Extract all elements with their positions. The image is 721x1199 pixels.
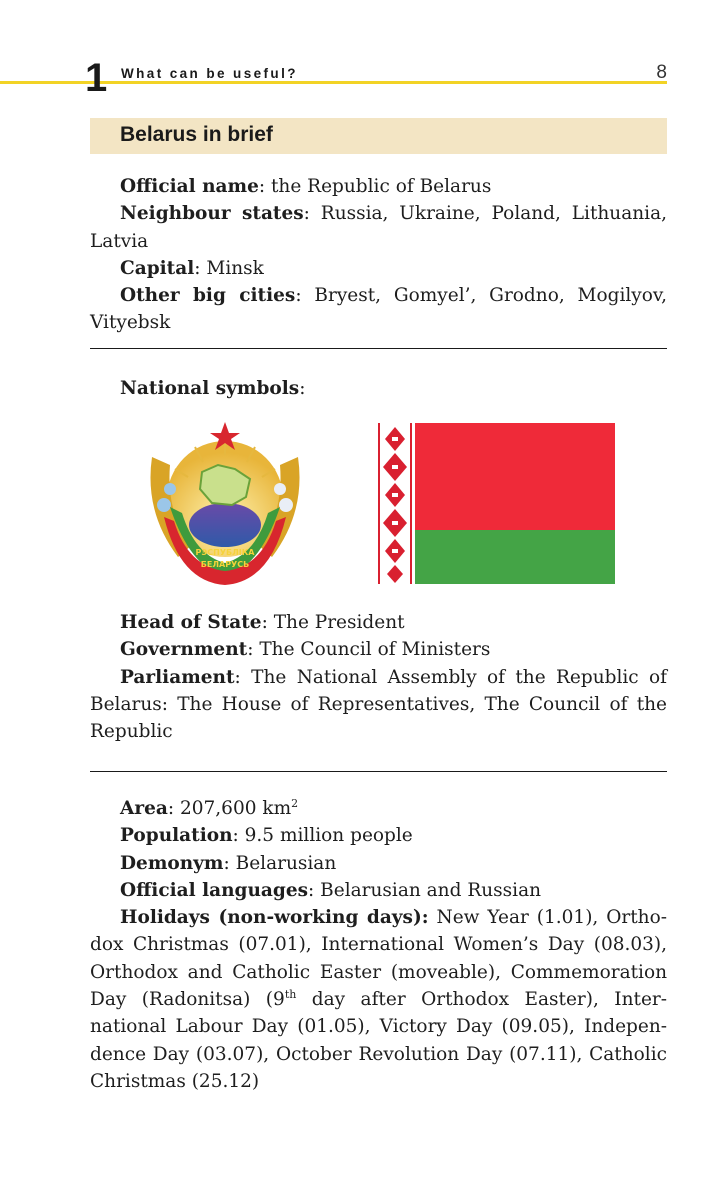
page-number: 8 (656, 62, 667, 83)
superscript: 2 (291, 796, 299, 810)
fact-demonym: Demonym: Belarusian (120, 852, 337, 874)
government-facts (90, 609, 667, 745)
fact-capital: Capital: Minsk (120, 257, 264, 279)
fact-value: the Republic of Belarus (270, 176, 492, 197)
fact-languages: Official languages: Belarusian and Russian (120, 879, 542, 901)
chapter-number: 1 (85, 56, 108, 100)
national-emblem-image (140, 417, 310, 587)
general-facts (90, 173, 667, 337)
fact-label: Parliament (120, 666, 235, 688)
country-facts (90, 795, 667, 1095)
fact-parliament: Parliament: The National Assembly of the Republic of Belarus: The House of Representatives, The Council of the Republic (90, 666, 667, 743)
fact-head-of-state: Head of State: The President (120, 612, 405, 633)
fact-value: The Council of Ministers (259, 639, 491, 661)
fact-area: Area: 207,600 $km^2$ (120, 796, 299, 819)
fact-label: Capital (120, 257, 195, 279)
fact-value: 9.5 million people (244, 825, 413, 847)
emblem-text-bottom: БЕЛАРУСЬ (200, 560, 250, 569)
fact-holidays (90, 904, 667, 1095)
fact-label: Other big cities (120, 285, 296, 307)
globe-shape (189, 503, 261, 547)
fact-value: Minsk (206, 257, 264, 279)
fact-label: Official name (120, 176, 259, 197)
divider (90, 771, 667, 772)
national-flag-image (375, 423, 615, 584)
fact-government: Government: The Council of Ministers (120, 639, 491, 661)
symbols-label: National symbols (120, 378, 300, 399)
fact-label: Neighbour states (120, 203, 304, 225)
section-heading-bar (90, 118, 667, 154)
section-title: Belarus in brief (120, 123, 273, 146)
fact-official-name: Official name: the Republic of Belarus (120, 176, 492, 197)
symbols-heading: National symbols: (120, 378, 306, 399)
fact-value: Russia, Ukraine, Poland, Lithuania, Latvia (90, 203, 667, 252)
fact-value: Belarusian and Russian (320, 879, 542, 901)
fact-value: New Year (1.01), Orthodox Christmas (07.01), International Women’s Day (08.03), Orthodox and Catholic Easter (moveable), Commemoration Day (Radonitsa) (9 (90, 907, 668, 1011)
fact-label: Area (120, 798, 168, 819)
fact-label: Holidays (non-working days): (120, 907, 429, 929)
divider (90, 348, 667, 349)
fact-label: Head of State (120, 612, 262, 633)
fact-value: day after Orthodox Easter), International Labour Day (01.05), Victory Day (09.05), Independence Day (03.07), October Revolution Day (07.11), Catholic Christmas (25.12) (90, 989, 668, 1092)
fact-label: Official languages (120, 879, 309, 901)
fact-label: Government (120, 639, 248, 661)
fact-label: Demonym (120, 852, 224, 874)
fact-label: Population (120, 825, 233, 847)
fact-value: Belarusian (235, 852, 337, 874)
fact-value: 207,600 km (179, 798, 292, 819)
superscript: th (284, 987, 297, 1001)
emblem-text-top: РЭСПУБЛІКА (195, 548, 255, 557)
fact-value: The National Assembly of the Republic of Belarus: The House of Representatives, The Council of the Republic (90, 666, 667, 743)
fact-cities: Other big cities: Bryest, Gomyel’, Grodno, Mogilyov, Vityebsk (90, 285, 667, 334)
fact-value: Bryest, Gomyel’, Grodno, Mogilyov, Vityebsk (90, 285, 667, 334)
fact-value: The President (273, 612, 405, 633)
fact-neighbours: Neighbour states: Russia, Ukraine, Poland, Lithuania, Latvia (90, 203, 667, 252)
fact-population: Population: 9.5 million people (120, 825, 413, 847)
chapter-title: What can be useful? (121, 66, 298, 81)
